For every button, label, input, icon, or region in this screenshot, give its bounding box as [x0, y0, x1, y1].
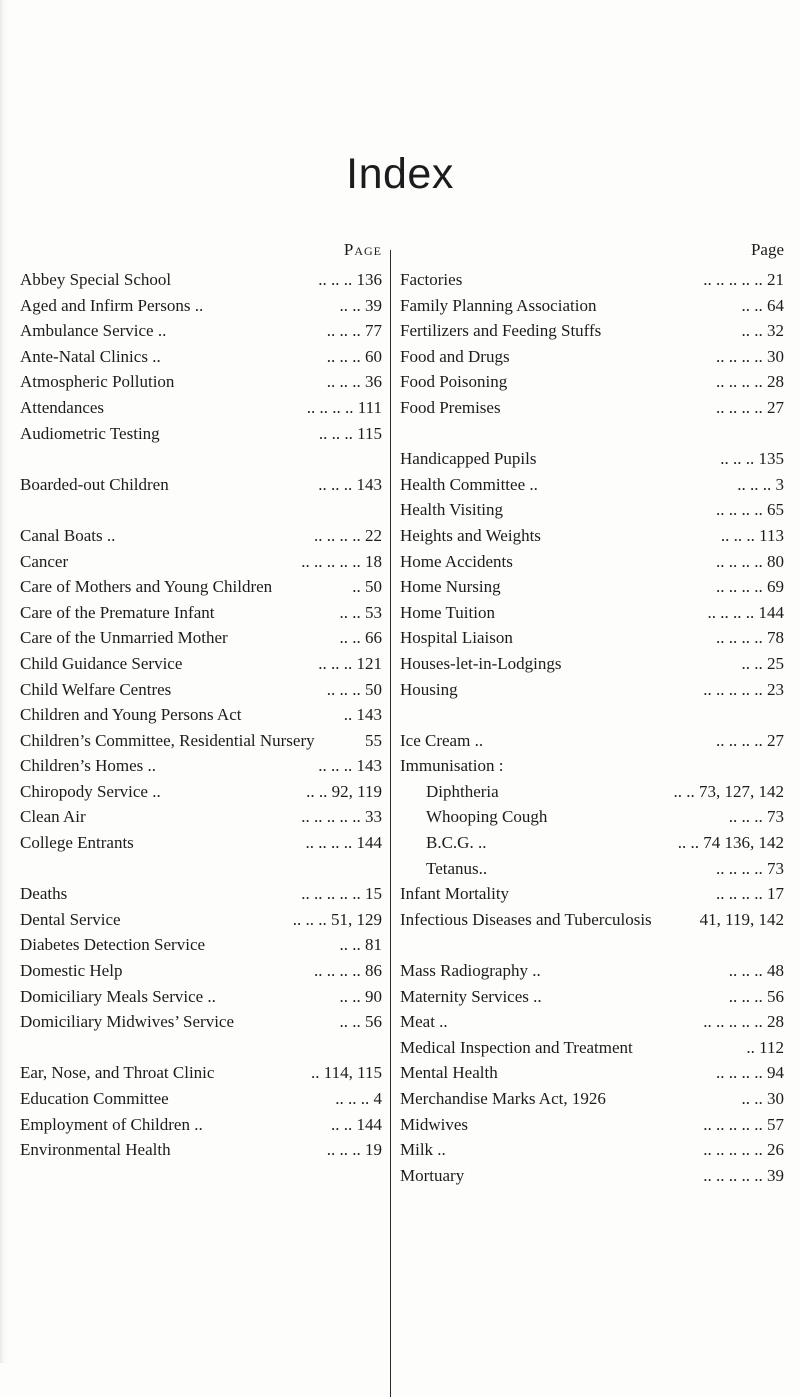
entry-page: .. .. .. .. 144 [707, 602, 784, 622]
entry-page: .. .. .. 19 [326, 1140, 382, 1160]
entry-leader [400, 702, 784, 728]
entry-leader [241, 702, 343, 728]
entry-page [382, 446, 386, 472]
entry-page: .. .. .. .. 86 [314, 961, 382, 981]
entry-leader [509, 881, 716, 907]
index-gap [20, 497, 386, 523]
entry-label: Fertilizers and Feeding Stuffs [400, 321, 602, 341]
entry-page: .. .. 74 136, 142 [677, 833, 784, 853]
entry-page: .. 112 [746, 1037, 784, 1057]
entry-leader [503, 753, 784, 779]
entry-label: Milk .. [400, 1140, 446, 1160]
entry-page [784, 421, 788, 447]
entry-leader [122, 958, 314, 984]
entry-page: .. .. .. 51, 129 [292, 909, 382, 929]
entry-leader [182, 651, 318, 677]
entry-leader [541, 958, 729, 984]
entry-page: .. .. .. 77 [326, 321, 382, 341]
entry-label: Child Welfare Centres [20, 679, 172, 699]
entry-label: Mental Health [400, 1063, 498, 1083]
entry-leader [483, 728, 716, 754]
index-column-left [20, 240, 386, 1163]
entry-page: .. 114, 115 [311, 1063, 382, 1083]
entry-page: .. .. .. 121 [318, 653, 382, 673]
entry-label: Health Visiting [400, 500, 504, 520]
entry-leader [446, 1137, 703, 1163]
index-entry [20, 395, 386, 421]
entry-leader [214, 1060, 311, 1086]
entry-page: .. 50 [352, 577, 382, 597]
index-entry [20, 830, 386, 856]
entry-page: .. .. 56 [339, 1012, 382, 1032]
entry-leader [20, 497, 382, 523]
entry-leader [495, 600, 708, 626]
index-entry [20, 907, 386, 933]
index-entry [20, 932, 386, 958]
entry-leader [174, 369, 326, 395]
entry-page: .. .. 64 [741, 295, 784, 315]
index-gap [20, 856, 386, 882]
entry-label: Whooping Cough [426, 807, 548, 827]
page-title: Index [346, 150, 454, 198]
index-entry [400, 293, 788, 319]
entry-label: Employment of Children .. [20, 1114, 203, 1134]
index-list-left [20, 267, 386, 1163]
entry-label: College Entrants [20, 833, 134, 853]
entry-leader [134, 830, 306, 856]
entry-leader [503, 497, 716, 523]
entry-label: Domiciliary Meals Service .. [20, 986, 216, 1006]
entry-page: .. .. .. 143 [318, 756, 382, 776]
entry-leader [513, 625, 716, 651]
entry-leader [507, 369, 716, 395]
entry-page: .. .. .. 56 [728, 986, 784, 1006]
entry-label: Health Committee .. [400, 474, 538, 494]
entry-leader [169, 472, 319, 498]
entry-label: Aged and Infirm Persons .. [20, 295, 204, 315]
entry-page: .. .. .. .. .. 18 [301, 551, 382, 571]
entry-label: Food and Drugs [400, 346, 510, 366]
entry-leader [68, 549, 301, 575]
entry-label: Attendances [20, 397, 105, 417]
entry-leader [169, 1086, 336, 1112]
entry-page: .. .. .. 135 [720, 449, 784, 469]
index-entry [400, 497, 788, 523]
entry-label: Care of Mothers and Young Children [20, 577, 273, 597]
entry-page [784, 753, 788, 779]
entry-label: Handicapped Pupils [400, 449, 537, 469]
entry-label: Meat .. [400, 1012, 448, 1032]
entry-leader [20, 446, 382, 472]
entry-label: Food Poisoning [400, 372, 508, 392]
entry-page: .. .. .. .. .. 23 [703, 679, 784, 699]
entry-label: Children’s Committee, Residential Nursery [20, 730, 315, 750]
entry-label: Infectious Diseases and Tuberculosis [400, 909, 652, 929]
entry-leader [486, 830, 677, 856]
index-gap [400, 421, 788, 447]
entry-page: .. .. .. 3 [737, 474, 784, 494]
page-header-left: Page [343, 240, 382, 259]
entry-page: .. .. 81 [339, 935, 382, 955]
index-entry [20, 651, 386, 677]
entry-label: Family Planning Association [400, 295, 597, 315]
index-entry [20, 702, 386, 728]
index-entry [20, 318, 386, 344]
entry-page: .. 143 [343, 705, 382, 725]
index-entry [400, 549, 788, 575]
entry-leader [458, 677, 704, 703]
entry-page: .. .. .. 50 [326, 679, 382, 699]
entry-page: .. .. .. .. 144 [305, 833, 382, 853]
index-entry [400, 753, 788, 779]
index-gap [20, 1035, 386, 1061]
entry-label: Domestic Help [20, 961, 123, 981]
entry-leader [160, 421, 319, 447]
entry-label: Dental Service [20, 909, 121, 929]
index-entry [20, 1112, 386, 1138]
entry-page [784, 932, 788, 958]
index-entry [400, 1163, 788, 1189]
entry-page: 55 [365, 730, 382, 750]
entry-page: .. .. .. .. 94 [716, 1063, 784, 1083]
index-entry [20, 549, 386, 575]
entry-page: .. .. 25 [741, 653, 784, 673]
entry-label: B.C.G. .. [426, 833, 487, 853]
index-entry [20, 600, 386, 626]
entry-label: Mortuary [400, 1165, 465, 1185]
entry-leader [652, 907, 700, 933]
index-entry [20, 574, 386, 600]
entry-label: Ice Cream .. [400, 730, 484, 750]
entry-page: .. .. .. 143 [318, 474, 382, 494]
index-entry [20, 1086, 386, 1112]
page-edge [0, 0, 10, 1363]
entry-page [382, 856, 386, 882]
entry-leader [487, 856, 716, 882]
index-entry [400, 856, 788, 882]
entry-label: Child Guidance Service [20, 653, 183, 673]
index-entry [20, 1137, 386, 1163]
entry-page: .. .. .. 4 [335, 1089, 382, 1108]
index-entry [400, 625, 788, 651]
entry-leader [67, 881, 301, 907]
entry-leader [513, 549, 716, 575]
index-entry [400, 804, 788, 830]
index-entry [20, 728, 386, 754]
index-entry [20, 421, 386, 447]
entry-leader [606, 1086, 742, 1112]
index-entry [20, 293, 386, 319]
entry-label: Home Tuition [400, 602, 495, 622]
column-divider [390, 250, 391, 1397]
entry-leader [499, 779, 674, 805]
entry-page: .. .. .. .. 27 [716, 397, 784, 417]
entry-page: .. .. .. 136 [318, 270, 382, 289]
entry-leader [166, 318, 326, 344]
entry-leader [171, 267, 318, 293]
entry-label: Care of the Premature Infant [20, 602, 215, 622]
entry-label: Immunisation : [400, 756, 504, 776]
index-entry [20, 1009, 386, 1035]
index-entry [400, 267, 788, 293]
page-header-right: Page [750, 240, 784, 259]
entry-page: .. .. .. 115 [318, 423, 382, 443]
entry-leader [234, 1009, 339, 1035]
entry-label: Mass Radiography .. [400, 961, 541, 981]
entry-label: Hospital Liaison [400, 628, 513, 648]
entry-leader [561, 651, 741, 677]
entry-page: .. .. 90 [339, 986, 382, 1006]
entry-label: Children and Young Persons Act [20, 705, 242, 725]
index-entry [20, 523, 386, 549]
index-entry [400, 1112, 788, 1138]
entry-label: Diphtheria [426, 781, 499, 801]
entry-leader [462, 267, 703, 293]
entry-label: Housing [400, 679, 458, 699]
index-column-right [400, 240, 788, 1188]
index-entry [20, 984, 386, 1010]
entry-page: .. .. .. .. .. 28 [703, 1012, 784, 1032]
entry-page: .. .. .. .. .. 57 [703, 1114, 784, 1134]
entry-leader [272, 574, 352, 600]
entry-page: .. .. .. .. 69 [716, 577, 784, 597]
entry-page: .. .. .. 48 [728, 961, 784, 981]
index-entry [20, 958, 386, 984]
entry-page: .. .. 73, 127, 142 [673, 781, 784, 801]
index-entry [400, 318, 788, 344]
index-entry [400, 369, 788, 395]
entry-label: Canal Boats .. [20, 525, 116, 545]
entry-leader [315, 728, 365, 754]
entry-label: Merchandise Marks Act, 1926 [400, 1089, 606, 1108]
entry-label: Factories [400, 270, 463, 289]
entry-page: .. .. 53 [339, 602, 382, 622]
index-entry [400, 1060, 788, 1086]
entry-page: .. .. .. 36 [326, 372, 382, 392]
entry-leader [161, 344, 327, 370]
entry-leader [596, 293, 741, 319]
entry-page: .. .. 32 [741, 321, 784, 341]
entry-label: Boarded-out Children [20, 474, 169, 494]
entry-page: .. .. .. .. .. 33 [301, 807, 382, 827]
entry-leader [216, 984, 340, 1010]
entry-leader [205, 932, 339, 958]
entry-leader [542, 984, 729, 1010]
entry-page: .. .. .. .. 80 [716, 551, 784, 571]
entry-page [382, 497, 386, 523]
entry-leader [536, 446, 720, 472]
entry-label: Medical Inspection and Treatment [400, 1037, 633, 1057]
entry-page: .. .. .. .. 17 [716, 884, 784, 904]
entry-page: .. .. .. .. 73 [716, 858, 784, 878]
entry-page: .. .. .. .. .. 21 [703, 270, 784, 289]
index-entry [400, 395, 788, 421]
index-entry [400, 907, 788, 933]
index-gap [400, 932, 788, 958]
entry-label: Houses-let-in-Lodgings [400, 653, 562, 673]
entry-leader [400, 932, 784, 958]
entry-page: 41, 119, 142 [699, 909, 784, 929]
index-entry [20, 369, 386, 395]
entry-leader [468, 1112, 703, 1138]
index-entry [20, 779, 386, 805]
entry-label: Chiropody Service .. [20, 781, 161, 801]
index-entry [400, 677, 788, 703]
entry-page: .. .. .. 113 [720, 525, 784, 545]
entry-page: .. .. .. 60 [326, 346, 382, 366]
entry-label: Heights and Weights [400, 525, 541, 545]
entry-leader [464, 1163, 703, 1189]
entry-page: .. .. .. .. 30 [716, 346, 784, 366]
entry-label: Maternity Services .. [400, 986, 542, 1006]
index-entry [400, 574, 788, 600]
entry-label: Clean Air [20, 807, 86, 827]
entry-page: .. .. .. .. .. 15 [301, 884, 382, 904]
index-entry [400, 984, 788, 1010]
entry-leader [498, 1060, 716, 1086]
index-entry [20, 1060, 386, 1086]
entry-page: .. .. 144 [331, 1114, 382, 1134]
entry-label: Home Nursing [400, 577, 501, 597]
index-entry [400, 523, 788, 549]
entry-page: .. .. 66 [339, 628, 382, 648]
index-entry [20, 677, 386, 703]
index-gap [400, 702, 788, 728]
index-entry [400, 1137, 788, 1163]
entry-label: Environmental Health [20, 1140, 171, 1160]
entry-label: Audiometric Testing [20, 423, 160, 443]
index-entry [20, 881, 386, 907]
entry-label: Atmospheric Pollution [20, 372, 175, 392]
entry-page: .. .. .. .. 27 [716, 730, 784, 750]
entry-leader [601, 318, 741, 344]
entry-label: Diabetes Detection Service [20, 935, 206, 955]
entry-page [784, 702, 788, 728]
entry-label: Ante-Natal Clinics .. [20, 346, 161, 366]
index-entry [400, 1086, 788, 1112]
entry-leader [510, 344, 716, 370]
index-entry [400, 446, 788, 472]
index-entry [400, 830, 788, 856]
entry-leader [538, 472, 737, 498]
entry-leader [203, 1112, 331, 1138]
entry-label: Education Committee [20, 1089, 169, 1108]
entry-leader [633, 1035, 747, 1061]
entry-leader [171, 677, 326, 703]
entry-page: .. .. .. .. .. 26 [703, 1140, 784, 1160]
entry-label: Domiciliary Midwives’ Service [20, 1012, 235, 1032]
entry-page: .. .. .. .. 78 [716, 628, 784, 648]
index-entry [20, 625, 386, 651]
entry-leader [86, 804, 302, 830]
entry-label: Home Accidents [400, 551, 513, 571]
entry-leader [156, 753, 318, 779]
entry-page: .. .. .. .. 28 [716, 372, 784, 392]
index-entry [400, 472, 788, 498]
entry-label: Midwives [400, 1114, 468, 1134]
entry-leader [541, 523, 721, 549]
entry-leader [501, 395, 716, 421]
entry-leader [501, 574, 716, 600]
index-list-right [400, 267, 788, 1188]
entry-leader [115, 523, 314, 549]
entry-leader [400, 421, 784, 447]
index-entry [400, 779, 788, 805]
entry-leader [20, 856, 382, 882]
entry-leader [203, 293, 339, 319]
index-entry [400, 1009, 788, 1035]
entry-leader [547, 804, 728, 830]
index-entry [20, 472, 386, 498]
index-entry [400, 958, 788, 984]
index-entry [20, 267, 386, 293]
entry-leader [228, 625, 340, 651]
entry-label: Cancer [20, 551, 69, 571]
entry-page: .. .. 92, 119 [306, 781, 382, 801]
entry-label: Abbey Special School [20, 270, 172, 289]
entry-label: Ear, Nose, and Throat Clinic [20, 1063, 215, 1083]
entry-page: .. .. .. .. 65 [716, 500, 784, 520]
entry-leader [121, 907, 293, 933]
entry-label: Tetanus.. [426, 858, 488, 878]
entry-page: .. .. 30 [741, 1089, 784, 1108]
entry-label: Deaths [20, 884, 68, 904]
entry-leader [171, 1137, 327, 1163]
index-entry [20, 344, 386, 370]
entry-leader [104, 395, 307, 421]
index-entry [400, 600, 788, 626]
entry-page [382, 1035, 386, 1061]
index-entry [400, 1035, 788, 1061]
entry-page: .. .. .. .. 22 [314, 525, 382, 545]
index-entry [400, 881, 788, 907]
index-gap [20, 446, 386, 472]
index-entry [400, 651, 788, 677]
index-entry [20, 804, 386, 830]
entry-page: .. .. .. .. .. 39 [703, 1165, 784, 1185]
entry-leader [161, 779, 306, 805]
index-entry [400, 344, 788, 370]
index-entry [400, 728, 788, 754]
entry-page: .. .. 39 [339, 295, 382, 315]
entry-label: Infant Mortality [400, 884, 510, 904]
entry-leader [214, 600, 339, 626]
entry-label: Ambulance Service .. [20, 321, 167, 341]
entry-leader [20, 1035, 382, 1061]
entry-page: .. .. .. .. 111 [306, 397, 382, 417]
index-entry [20, 753, 386, 779]
entry-label: Food Premises [400, 397, 501, 417]
entry-page: .. .. .. 73 [728, 807, 784, 827]
entry-label: Children’s Homes .. [20, 756, 156, 776]
entry-leader [448, 1009, 704, 1035]
entry-label: Care of the Unmarried Mother [20, 628, 228, 648]
